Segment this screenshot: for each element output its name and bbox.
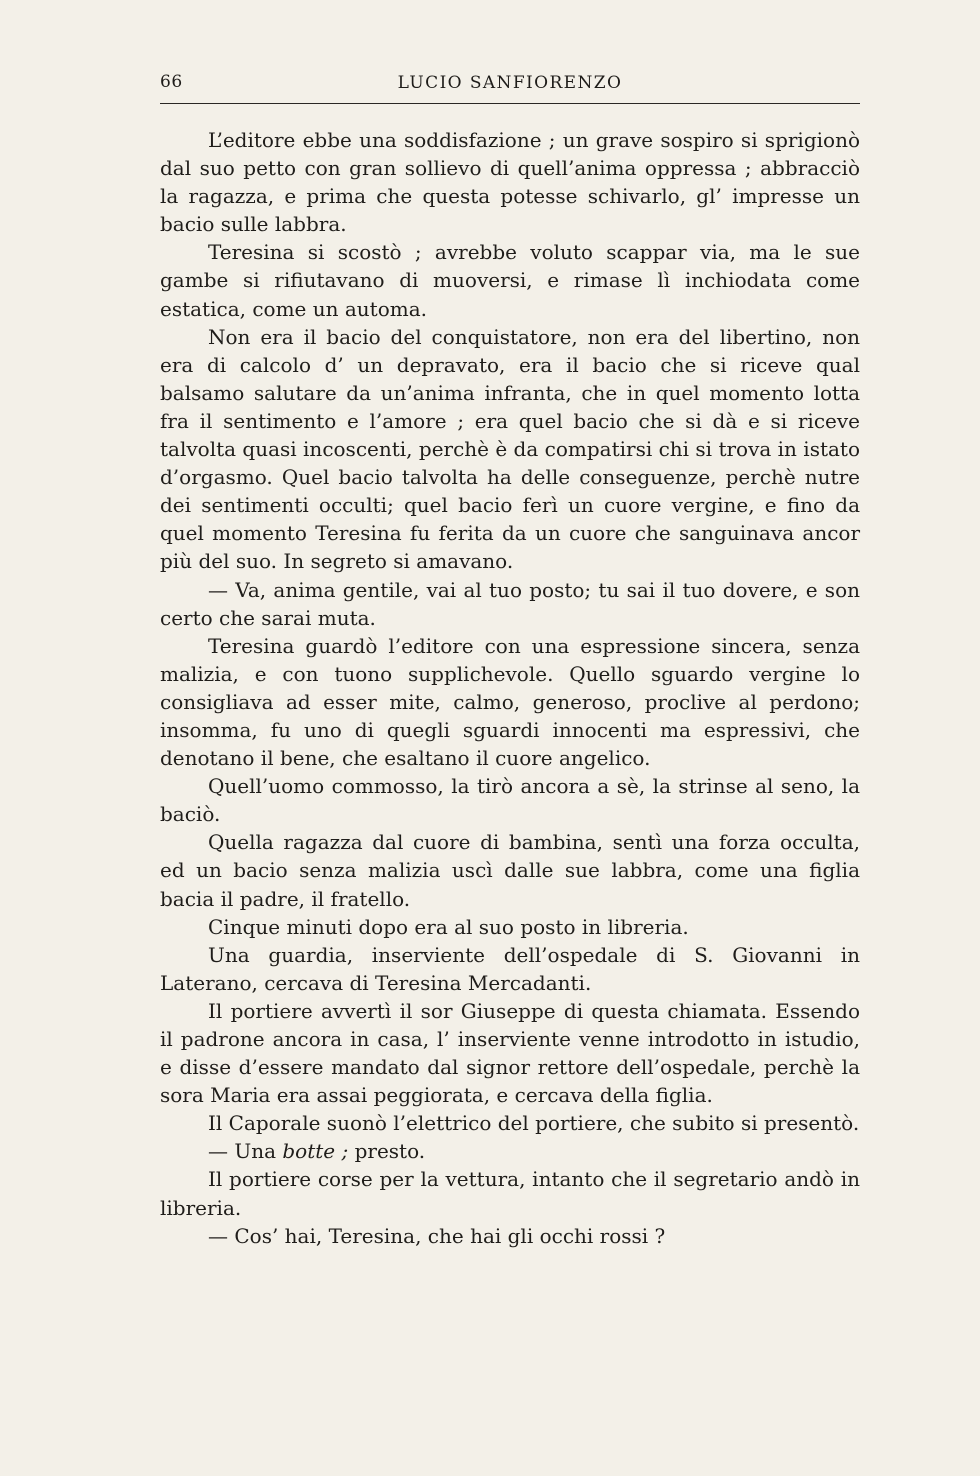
- header-rule: [160, 103, 860, 104]
- paragraph: — Va, anima gentile, vai al tuo posto; tu sai il tuo dovere, e son certo che sarai muta.: [160, 577, 860, 630]
- italic-run: botte ;: [282, 1139, 349, 1164]
- paragraph: Quella ragazza dal cuore di bambina, sentì una forza occulta, ed un bacio senza malizia uscì dalle sue labbra, come una figlia bacia il padre, il fratello.: [160, 830, 860, 911]
- paragraph: Il portiere avvertì il sor Giuseppe di questa chiamata. Essendo il padrone ancora in casa, l’ inserviente venne introdotto in istudio, e disse d’essere mandato dal signor rettore dell’ospedale, perchè la sora Maria era assai peggiorata, e cercava della figlia.: [160, 998, 860, 1108]
- paragraph: — Cos’ hai, Teresina, che hai gli occhi rossi ?: [208, 1223, 666, 1248]
- paragraph: Cinque minuti dopo era al suo posto in libreria.: [208, 914, 689, 939]
- body-text: [160, 126, 860, 1250]
- paragraph: Una guardia, inserviente dell’ospedale di S. Giovanni in Laterano, cercava di Teresina Mercadanti.: [160, 942, 860, 995]
- paragraph: Teresina si scostò ; avrebbe voluto scappar via, ma le sue gambe si rifiutavano di muoversi, e rimase lì inchiodata come estatica, come un automa.: [160, 240, 860, 321]
- paragraph: Teresina guardò l’editore con una espressione sincera, senza malizia, e con tuono supplichevole. Quello sguardo vergine lo consigliava ad esser mite, calmo, generoso, proclive al perdono; insomma, fu uno di quegli sguardi innocenti ma espressivi, che denotano il bene, che esaltano il cuore angelico.: [160, 633, 860, 771]
- paragraph: Il Caporale suonò l’elettrico del portiere, che subito si presentò.: [208, 1111, 860, 1136]
- page-number: 66: [160, 72, 183, 92]
- paragraph: L’editore ebbe una soddisfazione ; un grave sospiro si sprigionò dal suo petto con gran sollievo di quell’anima oppressa ; abbracciò la ragazza, e prima che questa potesse schivarlo, gl’ impresse un bacio sulle labbra.: [160, 128, 860, 237]
- paragraph-with-italic: [160, 1137, 860, 1165]
- text-run: — Una: [208, 1139, 283, 1164]
- paragraph: Il portiere corse per la vettura, intanto che il segretario andò in libreria.: [160, 1167, 860, 1220]
- paragraph: Quell’uomo commosso, la tirò ancora a sè, la strinse al seno, la baciò.: [160, 774, 860, 827]
- running-head: LUCIO SANFIORENZO: [397, 73, 623, 93]
- paragraph: Non era il bacio del conquistatore, non era del libertino, non era di calcolo d’ un depravato, era il bacio che si riceve qual balsamo salutare da un’anima infranta, che in quel momento lotta fra il sentimento e l’amore ; era quel bacio che si dà e si riceve talvolta quasi incoscenti, perchè è da compatirsi chi si trova in istato d’orgasmo. Quel bacio talvolta ha delle conseguenze, perchè nutre dei sentimenti occulti; quel bacio ferì un cuore vergine, e fino da quel momento Teresina fu ferita da un cuore che sanguinava ancor più del suo. In segreto si amavano.: [160, 324, 860, 574]
- page-header: [160, 72, 860, 104]
- text-run: presto.: [348, 1139, 426, 1164]
